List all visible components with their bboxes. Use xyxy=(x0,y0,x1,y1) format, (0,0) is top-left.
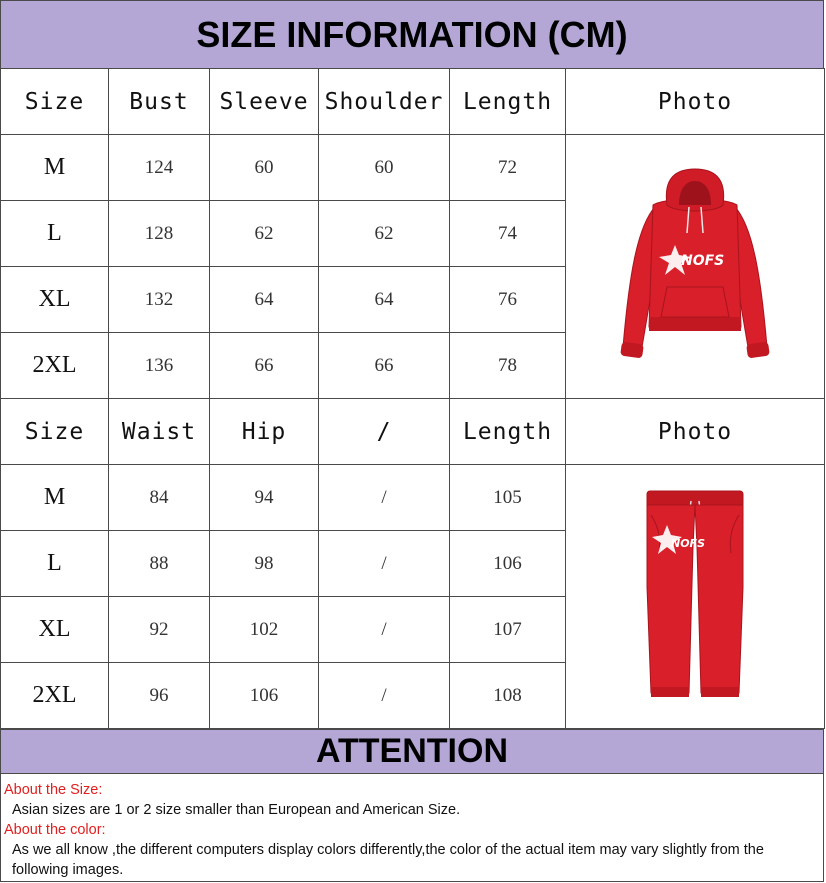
waist-cell: 84 xyxy=(109,465,210,531)
page-title: SIZE INFORMATION (CM) xyxy=(0,0,824,69)
hip-cell: 98 xyxy=(210,531,319,597)
table-row xyxy=(1,135,825,201)
length-cell: 108 xyxy=(450,663,566,729)
length-cell: 72 xyxy=(450,135,566,201)
header-waist: Waist xyxy=(109,399,210,465)
attention-heading: ATTENTION xyxy=(0,729,824,774)
hoodie-size-table xyxy=(0,68,825,399)
shoulder-cell: 60 xyxy=(319,135,450,201)
slash-cell: / xyxy=(319,465,450,531)
bust-cell: 128 xyxy=(109,201,210,267)
sleeve-cell: 60 xyxy=(210,135,319,201)
hip-cell: 102 xyxy=(210,597,319,663)
color-note-text: As we all know ,the different computers display colors differently,the color of the actual item may vary slightly from the following images. xyxy=(12,842,764,878)
header-slash: / xyxy=(319,399,450,465)
length-cell: 78 xyxy=(450,333,566,399)
header-size: Size xyxy=(1,399,109,465)
size-cell: M xyxy=(1,135,109,201)
shoulder-cell: 64 xyxy=(319,267,450,333)
table-header-row xyxy=(1,69,825,135)
waist-cell: 96 xyxy=(109,663,210,729)
length-cell: 106 xyxy=(450,531,566,597)
bust-cell: 136 xyxy=(109,333,210,399)
red-pants-image xyxy=(635,487,755,707)
pants-photo-cell xyxy=(566,465,825,729)
bust-cell: 124 xyxy=(109,135,210,201)
color-note-heading: About the color: xyxy=(4,822,106,838)
sleeve-cell: 62 xyxy=(210,201,319,267)
hip-cell: 106 xyxy=(210,663,319,729)
notes-section xyxy=(0,774,824,882)
header-hip: Hip xyxy=(210,399,319,465)
header-length: Length xyxy=(450,399,566,465)
length-cell: 107 xyxy=(450,597,566,663)
sleeve-cell: 64 xyxy=(210,267,319,333)
size-cell: 2XL xyxy=(1,333,109,399)
length-cell: 76 xyxy=(450,267,566,333)
header-photo: Photo xyxy=(566,399,825,465)
size-note-text: Asian sizes are 1 or 2 size smaller than European and American Size. xyxy=(12,802,461,818)
header-length: Length xyxy=(450,69,566,135)
header-shoulder: Shoulder xyxy=(319,69,450,135)
header-photo: Photo xyxy=(566,69,825,135)
size-cell: M xyxy=(1,465,109,531)
size-cell: L xyxy=(1,201,109,267)
pants-logo-text: NOFS xyxy=(671,536,705,550)
slash-cell: / xyxy=(319,663,450,729)
waist-cell: 92 xyxy=(109,597,210,663)
header-size: Size xyxy=(1,69,109,135)
table-header-row xyxy=(1,399,825,465)
size-note-heading: About the Size: xyxy=(4,782,103,798)
red-hoodie-image xyxy=(615,167,775,367)
size-cell: L xyxy=(1,531,109,597)
pants-size-table xyxy=(0,398,825,729)
shoulder-cell: 66 xyxy=(319,333,450,399)
slash-cell: / xyxy=(319,531,450,597)
size-cell: XL xyxy=(1,267,109,333)
header-sleeve: Sleeve xyxy=(210,69,319,135)
hoodie-logo-text: NOFS xyxy=(681,252,725,269)
bust-cell: 132 xyxy=(109,267,210,333)
header-bust: Bust xyxy=(109,69,210,135)
size-cell: 2XL xyxy=(1,663,109,729)
waist-cell: 88 xyxy=(109,531,210,597)
shoulder-cell: 62 xyxy=(319,201,450,267)
hip-cell: 94 xyxy=(210,465,319,531)
size-cell: XL xyxy=(1,597,109,663)
slash-cell: / xyxy=(319,597,450,663)
table-row xyxy=(1,465,825,531)
length-cell: 74 xyxy=(450,201,566,267)
length-cell: 105 xyxy=(450,465,566,531)
hoodie-photo-cell xyxy=(566,135,825,399)
sleeve-cell: 66 xyxy=(210,333,319,399)
